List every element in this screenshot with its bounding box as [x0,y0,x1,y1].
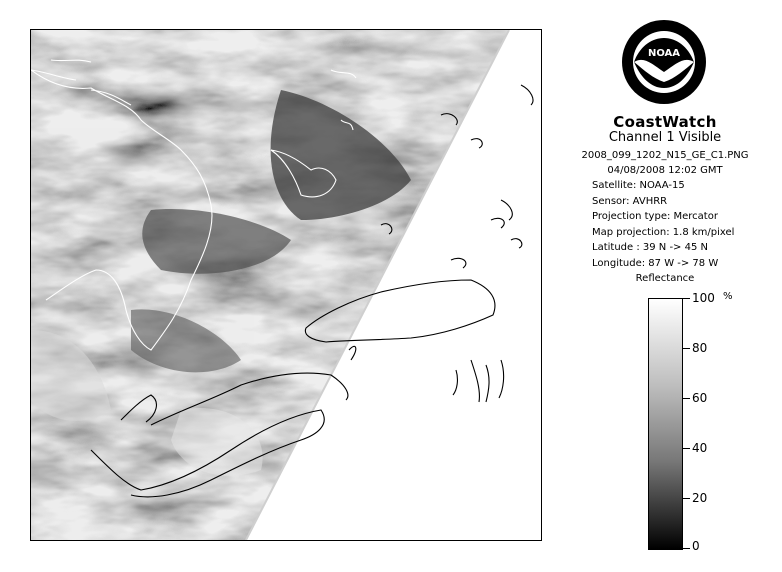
colorbar-tick [683,398,690,399]
map-projection-info: Map projection: 1.8 km/pixel [592,226,735,238]
longitude-range-info: Longitude: 87 W -> 78 W [592,257,719,269]
acquisition-datetime: 04/08/2008 12:02 GMT [607,165,723,176]
noaa-logo-icon [620,18,708,106]
colorbar-tick [683,548,690,549]
colorbar-tick-label: 80 [692,341,708,355]
satellite-image [31,30,541,540]
colorbar-tick [683,348,690,349]
channel-subtitle: Channel 1 Visible [608,130,722,145]
colorbar-tick [683,448,690,449]
logo-text: NOAA [647,48,681,59]
satellite-info: Satellite: NOAA-15 [592,180,685,191]
product-title: CoastWatch [613,113,717,131]
colorbar-tick [683,498,690,499]
colorbar-tick-label: 100 [692,291,715,305]
colorbar-tick-label: 0 [692,539,700,553]
satellite-map [30,29,542,541]
colorbar-tick-label: 40 [692,441,708,455]
latitude-range-info: Latitude : 39 N -> 45 N [592,242,708,253]
legend-unit: % [723,291,733,302]
sensor-info: Sensor: AVHRR [592,195,668,207]
projection-type-info: Projection type: Mercator [592,211,718,222]
colorbar-tick-label: 20 [692,491,708,505]
legend-title: Reflectance [635,273,695,284]
colorbar-tick-label: 60 [692,391,708,405]
colorbar-tick [683,298,690,299]
reflectance-colorbar [648,298,683,550]
metadata-details [592,178,734,271]
image-filename: 2008_099_1202_N15_GE_C1.PNG [581,150,749,161]
